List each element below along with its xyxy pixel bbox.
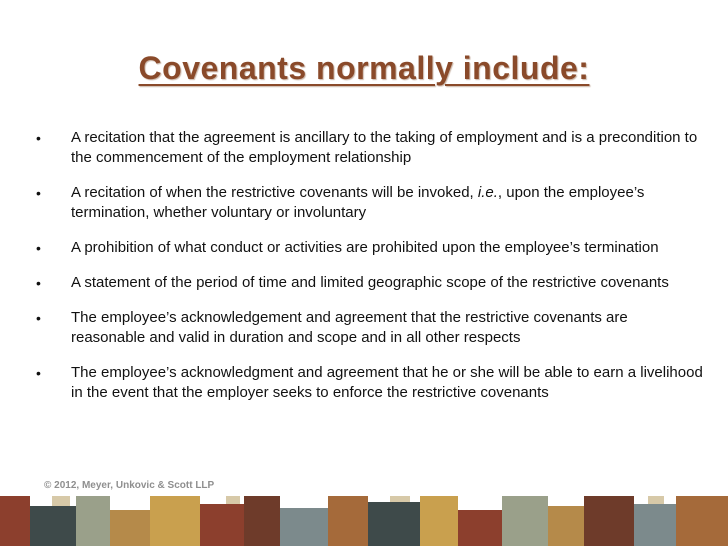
bullet-marker: • [36,275,41,291]
bullet-text [71,184,644,221]
mosaic-tile [110,510,150,546]
bullet-item [36,238,706,258]
mosaic-tile [200,504,244,546]
bullet-list [36,128,706,418]
bullet-item [36,363,706,403]
mosaic-tile [328,496,368,546]
slide-title [0,50,728,87]
mosaic-tile [634,504,676,546]
mosaic-tile [584,496,634,546]
mosaic-tile [676,496,728,546]
mosaic-accent [226,496,240,504]
mosaic-tile [76,496,110,546]
mosaic-accent [390,496,410,502]
bullet-text: A recitation that the agreement is ancillary to the taking of employment and is a precondition to the commencement of the employment relationship [71,129,698,166]
copyright-footer: © 2012, Meyer, Unkovic & Scott LLP [44,480,215,491]
decorative-mosaic-band [0,496,728,546]
mosaic-tile [0,496,30,546]
bullet-marker: • [36,310,41,326]
mosaic-tile [420,496,458,546]
slide-title-text: Covenants normally include: [138,50,590,86]
bullet-text-part: A recitation of when the restrictive covenants will be invoked, [71,184,478,201]
mosaic-tile [502,496,548,546]
mosaic-tile [548,506,584,546]
mosaic-tile [150,496,200,546]
mosaic-accent [648,496,664,504]
bullet-text-part: , upon the employee’s termination, whether voluntary or involuntary [71,184,645,221]
bullet-text: A statement of the period of time and limited geographic scope of the restrictive covenants [71,274,669,291]
bullet-text: The employee’s acknowledgment and agreement that he or she will be able to earn a livelihood in the event that the employer seeks to enforce the restrictive covenants [71,364,703,401]
mosaic-tile [458,510,502,546]
bullet-marker: • [36,130,41,146]
bullet-text: A prohibition of what conduct or activities are prohibited upon the employee’s termination [71,239,659,256]
bullet-marker: • [36,365,41,381]
bullet-marker: • [36,240,41,256]
bullet-item [36,183,706,223]
bullet-text: The employee’s acknowledgement and agreement that the restrictive covenants are reasonable and valid in duration and scope and in all other respects [71,309,628,346]
bullet-item [36,128,706,168]
bullet-item [36,308,706,348]
mosaic-tile [280,508,328,546]
mosaic-tile [244,496,280,546]
mosaic-tile [368,502,420,546]
bullet-emphasis: i.e. [477,184,498,201]
bullet-marker: • [36,185,41,201]
mosaic-accent [52,496,70,506]
bullet-item [36,273,706,293]
mosaic-tile [30,506,76,546]
